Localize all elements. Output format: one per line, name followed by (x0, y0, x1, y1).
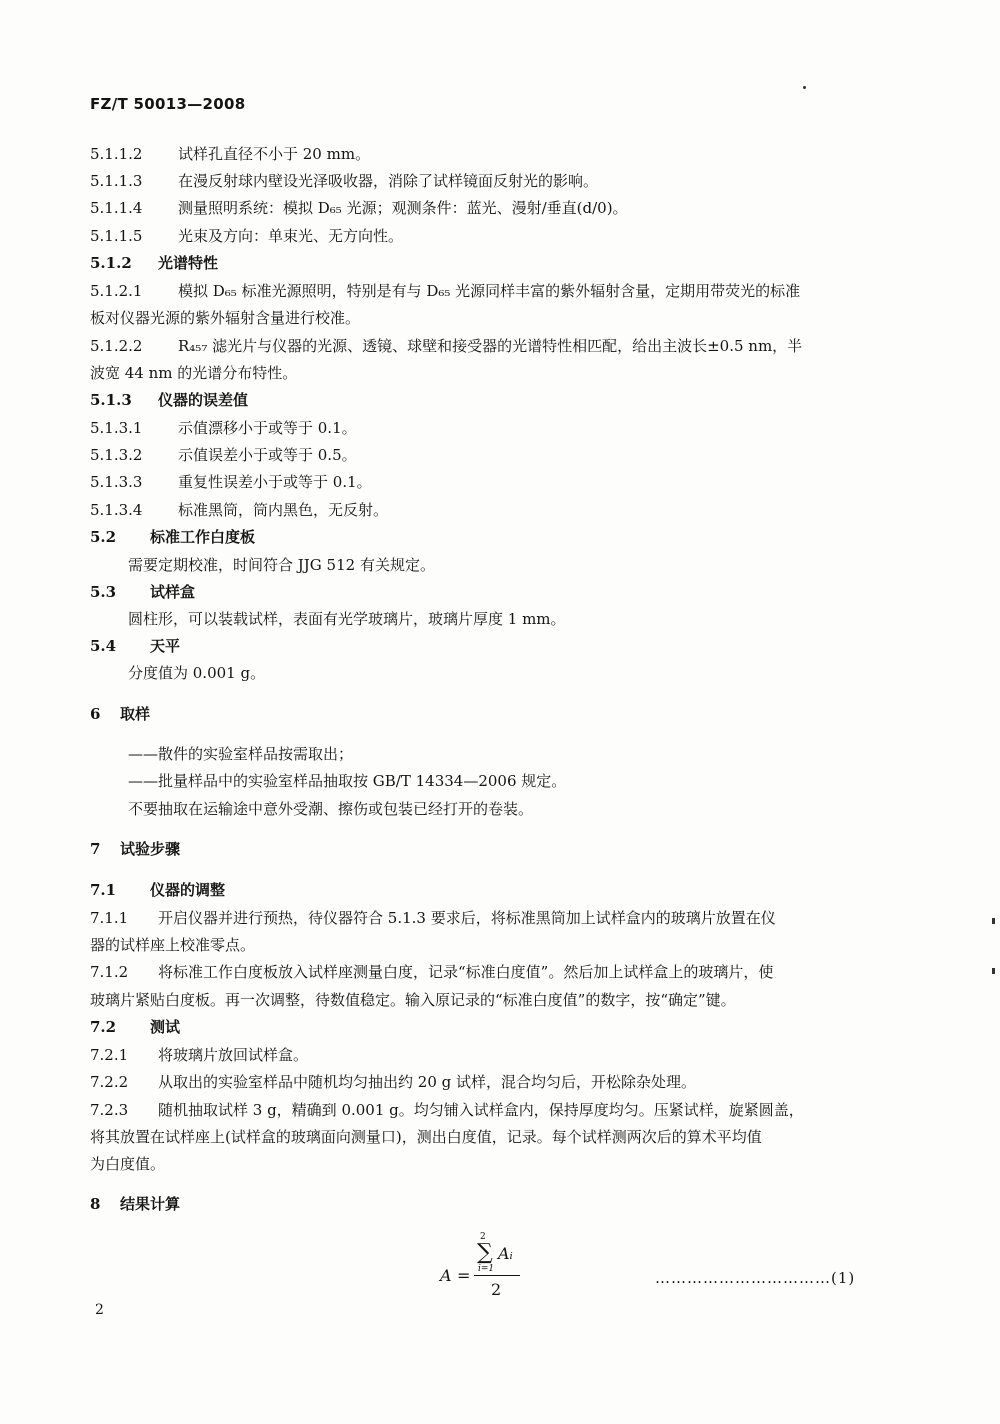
scan-speck (803, 86, 806, 89)
text-line (90, 171, 598, 191)
formula-denominator: 2 (491, 1280, 502, 1299)
section-heading (90, 704, 150, 724)
clause-text: 示值误差小于或等于 0.5。 (178, 446, 357, 464)
subsection-heading (90, 636, 180, 656)
formula-fraction-bar (474, 1275, 520, 1276)
clause-text: 波宽 44 nm 的光谱分布特性。 (90, 364, 298, 382)
clause-number: 7.2.2 (90, 1073, 129, 1091)
section-heading (90, 839, 180, 859)
clause-text: 圆柱形，可以装载试样，表面有光学玻璃片，玻璃片厚度 1 mm。 (128, 610, 566, 628)
clause-text: 开启仪器并进行预热，待仪器符合 5.1.3 要求后，将标准黑筒加上试样盒内的玻璃片放置在仪 (158, 909, 776, 927)
text-line (90, 198, 628, 218)
clause-text: 将玻璃片放回试样盒。 (158, 1046, 309, 1064)
clause-number: 7.2 (90, 1018, 117, 1036)
clause-number: 5.2 (90, 528, 117, 546)
text-line (90, 281, 800, 301)
clause-number: 5.3 (90, 583, 117, 601)
text-line (90, 935, 255, 955)
clause-number: 7.1.1 (90, 909, 129, 927)
clause-number: 5.1.1.3 (90, 172, 143, 190)
clause-text: 重复性误差小于或等于 0.1。 (178, 473, 372, 491)
clause-text: 仪器的误差值 (158, 391, 249, 409)
clause-text: 光谱特性 (158, 254, 219, 272)
clause-text: 从取出的实验室样品中随机均匀抽出约 20 g 试样，混合均匀后，开松除杂处理。 (158, 1073, 696, 1091)
text-line (90, 418, 357, 438)
page-number: 2 (95, 1302, 104, 1318)
clause-text: 将标准工作白度板放入试样座测量白度，记录“标准白度值”。然后加上试样盒上的玻璃片，使 (158, 963, 774, 981)
clause-text: 光束及方向：单束光、无方向性。 (178, 227, 404, 245)
clause-number: 7.2.1 (90, 1046, 129, 1064)
subsection-heading (90, 253, 218, 273)
text-line (128, 744, 353, 764)
clause-number: 8 (90, 1195, 101, 1213)
clause-text: 将其放置在试样座上(试样盒的玻璃面向测量口)，测出白度值，记录。每个试样测两次后的算术平均值 (90, 1128, 762, 1146)
text-line (128, 771, 566, 791)
text-line (128, 609, 566, 629)
subsection-heading (90, 582, 195, 602)
clause-text: 玻璃片紧贴白度板。再一次调整，待数值稳定。输入原记录的“标准白度值”的数字，按“确定”键。 (90, 991, 736, 1009)
clause-text: 分度值为 0.001 g。 (128, 664, 266, 682)
standard-code-header: FZ/T 50013—2008 (90, 95, 246, 113)
clause-text: 测量照明系统：模拟 D₆₅ 光源；观测条件：蓝光、漫射/垂直(d/0)。 (178, 199, 628, 217)
formula-sum-lower: i=1 (478, 1264, 495, 1274)
clause-number: 5.1.3.1 (90, 419, 143, 437)
clause-number: 5.1.3.2 (90, 446, 143, 464)
clause-text: ——散件的实验室样品按需取出； (128, 745, 354, 763)
clause-text: 随机抽取试样 3 g，精确到 0.001 g。均匀铺入试样盒内，保持厚度均匀。压紧试样，旋紧圆盖， (158, 1101, 804, 1119)
text-line (90, 308, 360, 328)
text-line (90, 500, 388, 520)
clause-text: 天平 (150, 637, 181, 655)
clause-text: 结果计算 (120, 1195, 181, 1213)
text-line (90, 1127, 762, 1147)
text-line (90, 472, 372, 492)
text-line (90, 1100, 804, 1120)
formula-equals: = (457, 1266, 471, 1285)
subsection-heading (90, 527, 255, 547)
clause-text: ——批量样品中的实验室样品抽取按 GB/T 14334—2006 规定。 (128, 772, 567, 790)
text-line (90, 445, 357, 465)
subsection-heading (90, 880, 225, 900)
clause-text: 需要定期校准，时间符合 JJG 512 有关规定。 (128, 556, 435, 574)
scan-edge-mark (992, 968, 995, 974)
text-line (90, 226, 403, 246)
formula-sum-upper: 2 (480, 1232, 486, 1242)
clause-number: 5.1.2 (90, 254, 132, 272)
clause-number: 5.1.1.2 (90, 145, 143, 163)
subsection-heading (90, 390, 248, 410)
text-line (128, 555, 435, 575)
clause-text: 不要抽取在运输途中意外受潮、擦伤或包装已经打开的卷装。 (128, 800, 534, 818)
clause-text: 仪器的调整 (150, 881, 226, 899)
clause-number: 5.4 (90, 637, 117, 655)
text-line (90, 363, 297, 383)
clause-text: R₄₅₇ 滤光片与仪器的光源、透镜、球壁和接受器的光谱特性相匹配，给出主波长±0.5 nm，半 (178, 337, 803, 355)
clause-text: 测试 (150, 1018, 181, 1036)
subsection-heading (90, 1017, 180, 1037)
section-heading (90, 1194, 180, 1214)
clause-number: 5.1.3 (90, 391, 132, 409)
text-line (128, 663, 265, 683)
text-line (90, 962, 773, 982)
clause-number: 7.2.3 (90, 1101, 129, 1119)
clause-text: 模拟 D₆₅ 标准光源照明，特别是有与 D₆₅ 光源同样丰富的紫外辐射含量，定期用带荧光的标准 (178, 282, 801, 300)
formula-number: ……………………………(1) (655, 1269, 856, 1287)
clause-text: 标准黑筒，筒内黑色，无反射。 (178, 501, 389, 519)
clause-text: 为白度值。 (90, 1155, 166, 1173)
clause-number: 5.1.2.2 (90, 337, 143, 355)
clause-number: 5.1.1.4 (90, 199, 143, 217)
clause-text: 试样孔直径不小于 20 mm。 (178, 145, 371, 163)
text-line (90, 908, 776, 928)
formula-sum-symbol: ∑ (477, 1240, 493, 1265)
clause-text: 示值漂移小于或等于 0.1。 (178, 419, 357, 437)
text-line (90, 336, 802, 356)
clause-text: 标准工作白度板 (150, 528, 256, 546)
clause-number: 7.1 (90, 881, 117, 899)
clause-text: 器的试样座上校准零点。 (90, 936, 256, 954)
formula-lhs: A (440, 1266, 452, 1285)
text-line (90, 1072, 696, 1092)
clause-number: 6 (90, 705, 101, 723)
formula-term: Aᵢ (498, 1244, 513, 1263)
clause-text: 板对仪器光源的紫外辐射含量进行校准。 (90, 309, 361, 327)
clause-number: 5.1.2.1 (90, 282, 143, 300)
clause-text: 试样盒 (150, 583, 196, 601)
text-line (128, 799, 533, 819)
clause-number: 7 (90, 840, 101, 858)
clause-text: 取样 (120, 705, 151, 723)
clause-number: 5.1.3.4 (90, 501, 143, 519)
scan-edge-mark (992, 918, 995, 924)
text-line (90, 144, 370, 164)
formula-1 (440, 1232, 560, 1302)
clause-number: 5.1.3.3 (90, 473, 143, 491)
clause-text: 在漫反射球内壁设光泽吸收器，消除了试样镜面反射光的影响。 (178, 172, 599, 190)
clause-number: 5.1.1.5 (90, 227, 143, 245)
text-line (90, 990, 736, 1010)
text-line (90, 1154, 165, 1174)
clause-text: 试验步骤 (120, 840, 181, 858)
text-line (90, 1045, 308, 1065)
clause-number: 7.1.2 (90, 963, 129, 981)
